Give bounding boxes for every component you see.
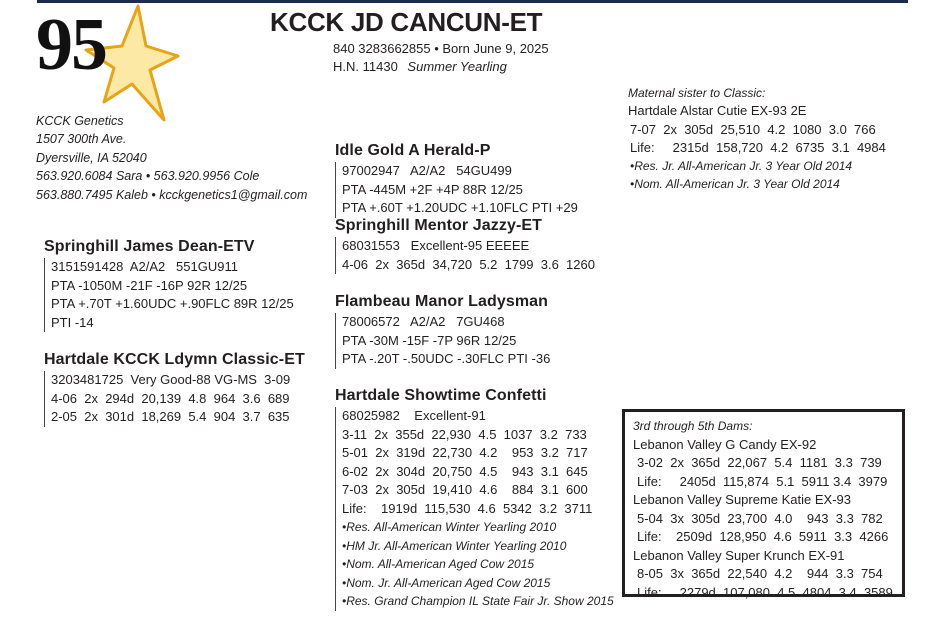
- dam-dam-honor: •Nom. All-American Aged Cow 2015: [342, 557, 535, 571]
- extended-dams-box: [622, 409, 905, 600]
- extended-dam-line: Life: 2405d 115,874 5.1 5911 3.4 3979: [637, 473, 888, 489]
- seller-line: KCCK Genetics: [36, 114, 124, 128]
- extended-dam-line: 5-04 3x 305d 23,700 4.0 943 3.3 782: [637, 510, 883, 526]
- dam-line: 3203481725 Very Good-88 VG-MS 3-09: [51, 372, 291, 387]
- dam-dam-honor: •Res. All-American Winter Yearling 2010: [342, 520, 557, 534]
- seller-line: 563.920.6084 Sara • 563.920.9956 Cole: [36, 169, 260, 184]
- dam-dam-honor: •Res. Grand Champion IL State Fair Jr. Show 2015: [342, 594, 614, 608]
- sire-dam-line: 68031553 Excellent-95 EEEEE: [342, 238, 530, 253]
- sire-sire-line: PTA +.60T +1.20UDC +1.10FLC PTI +29: [342, 200, 578, 215]
- animal-id-line: 840 3283662855 • Born June 9, 2025: [333, 41, 549, 56]
- maternal-sister-block: [628, 84, 886, 194]
- maternal-sister-line: Life: 2315d 158,720 4.2 6735 3.1 4984: [630, 139, 886, 155]
- sire-line: 3151591428 A2/A2 551GU911: [51, 259, 238, 274]
- sire-block: [44, 237, 294, 332]
- maternal-sister-line: 7-07 2x 305d 25,510 4.2 1080 3.0 766: [630, 121, 876, 137]
- dam-line: 2-05 2x 301d 18,269 5.4 904 3.7 635: [51, 409, 290, 424]
- extended-dam-line: 3-02 2x 365d 22,067 5.4 1181 3.3 739: [637, 455, 882, 470]
- sire-line: PTA +.70T +1.60UDC +.90FLC 89R 12/25: [51, 296, 294, 311]
- dam-dam-honor: •Nom. Jr. All-American Aged Cow 2015: [342, 575, 551, 590]
- seller-info: [36, 112, 307, 204]
- sire-dam-name: Springhill Mentor Jazzy-ET: [335, 217, 543, 234]
- dam-sire-line: PTA -.20T -.50UDC -.30FLC PTI -36: [342, 351, 551, 366]
- sire-sire-block: [335, 141, 578, 218]
- lot-number: 95: [36, 4, 106, 86]
- dam-dam-line: 6-02 2x 304d 20,750 4.5 943 3.1 645: [342, 463, 588, 479]
- animal-hn-line: [333, 58, 507, 76]
- sire-sire-name: Idle Gold A Herald-P: [335, 142, 491, 159]
- dam-sire-name: Flambeau Manor Ladysman: [335, 293, 549, 310]
- maternal-sister-header: Maternal sister to Classic:: [628, 86, 766, 100]
- extended-dam-name: Lebanon Valley Super Krunch EX-91: [633, 547, 845, 563]
- dam-dam-block: [335, 386, 614, 611]
- dam-sire-line: 78006572 A2/A2 7GU468: [342, 314, 505, 329]
- dam-sire-block: [335, 292, 550, 369]
- sire-sire-line: PTA -445M +2F +4P 88R 12/25: [342, 181, 523, 197]
- sire-sire-line: 97002947 A2/A2 54GU499: [342, 163, 512, 178]
- dam-line: 4-06 2x 294d 20,139 4.8 964 3.6 689: [51, 390, 290, 406]
- hn-label: H.N. 11430: [333, 59, 398, 74]
- extended-dam-line: Life: 2279d 107,080 4.5 4804 3.4 3589: [637, 584, 893, 600]
- sire-name: Springhill James Dean-ETV: [44, 238, 255, 255]
- extended-dam-line: 8-05 3x 365d 22,540 4.2 944 3.3 754: [637, 566, 883, 581]
- dam-dam-line: 7-03 2x 305d 19,410 4.6 884 3.1 600: [342, 482, 588, 497]
- sire-dam-block: [335, 216, 595, 274]
- extended-dam-name: Lebanon Valley G Candy EX-92: [633, 436, 817, 452]
- sire-dam-line: 4-06 2x 365d 34,720 5.2 1799 3.6 1260: [342, 256, 595, 272]
- maternal-sister-honor: •Nom. All-American Jr. 3 Year Old 2014: [630, 177, 840, 192]
- dam-dam-name: Hartdale Showtime Confetti: [335, 387, 547, 404]
- maternal-sister-honor: •Res. Jr. All-American Jr. 3 Year Old 2014: [630, 159, 853, 174]
- dam-block: [44, 350, 305, 427]
- dam-dam-line: 3-11 2x 355d 22,930 4.5 1037 3.2 733: [342, 426, 587, 442]
- seller-line: 563.880.7495 Kaleb • kcckgenetics1@gmail.com: [36, 187, 308, 202]
- sire-line: PTI -14: [51, 314, 94, 330]
- seller-line: 1507 300th Ave.: [36, 132, 127, 147]
- extended-dam-name: Lebanon Valley Supreme Katie EX-93: [633, 492, 852, 507]
- dam-dam-line: 68025982 Excellent-91: [342, 408, 486, 423]
- sire-line: PTA -1050M -21F -16P 92R 12/25: [51, 277, 248, 293]
- dam-name: Hartdale KCCK Ldymn Classic-ET: [44, 351, 305, 368]
- dam-dam-honor: •HM Jr. All-American Winter Yearling 2010: [342, 538, 567, 553]
- maternal-sister-name: Hartdale Alstar Cutie EX-93 2E: [628, 103, 807, 119]
- animal-name: KCCK JD CANCUN-ET: [270, 7, 543, 37]
- dam-dam-line: 5-01 2x 319d 22,730 4.2 953 3.2 717: [342, 445, 588, 460]
- animal-class: Summer Yearling: [407, 59, 507, 74]
- extended-dam-line: Life: 2509d 128,950 4.6 5911 3.3 4266: [637, 529, 889, 544]
- dam-dam-line: Life: 1919d 115,530 4.6 5342 3.2 3711: [342, 500, 593, 516]
- dam-sire-line: PTA -30M -15F -7P 96R 12/25: [342, 332, 517, 348]
- seller-line: Dyersville, IA 52040: [36, 150, 147, 165]
- extended-dams-header: 3rd through 5th Dams:: [633, 419, 753, 433]
